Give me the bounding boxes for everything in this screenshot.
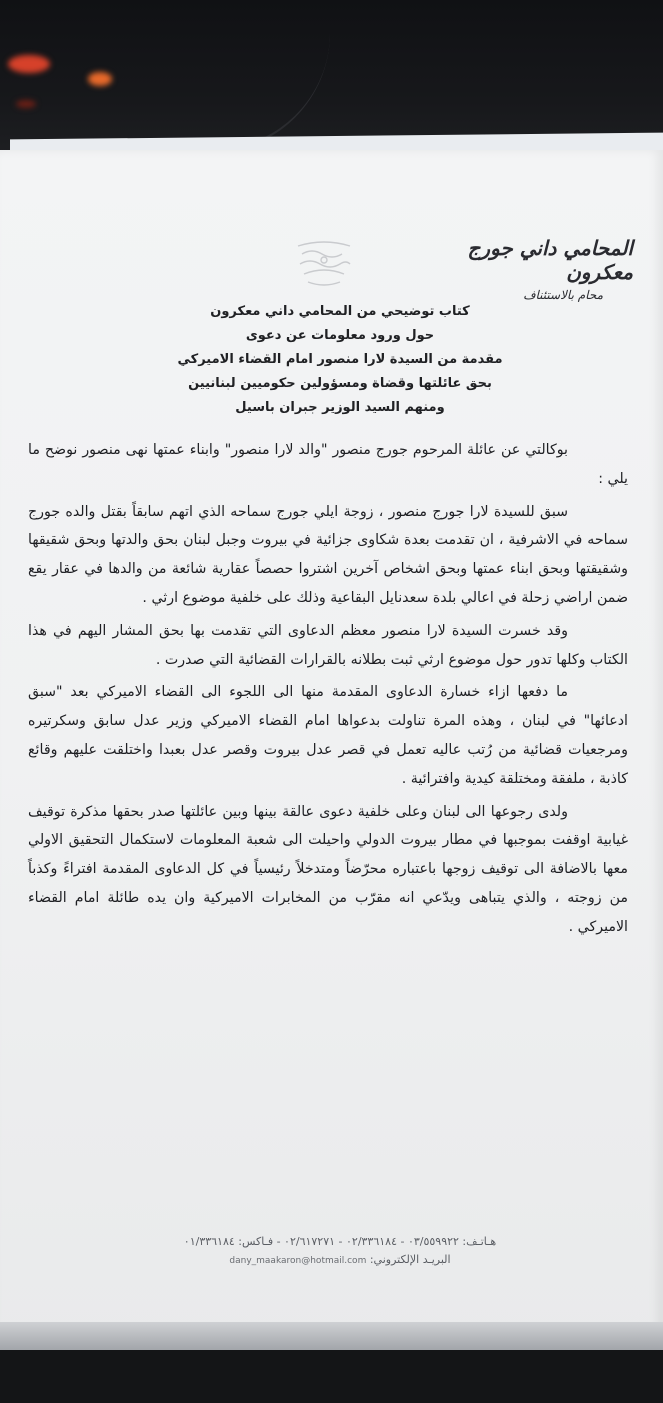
orange-indicator-light [88, 72, 112, 86]
heading-line: كتاب توضيحي من المحامي داني معكرون [210, 304, 470, 319]
letter-body [28, 436, 628, 946]
lawyer-name: المحامي داني جورج معكرون [467, 236, 633, 284]
paragraph: ولدى رجوعها الى لبنان وعلى خلفية دعوى عالقة بينها وبين عائلتها صدر بحقها مذكرة توقيف غيابية اوقفت بموجبها في مطار بيروت الدولي واحيلت الى شعبة المعلومات لاستكمال التحقيق الاولي معها بالاضافة الى توقيف زوجها باعتباره محرّضاً ومتدخلاً رئيسياً في كل الدعاوى المقدمة افتراءً وكذباً من زوجته ، والذي يتباهى ويدّعي انه مقرّب من المخابرات الاميركية وان يده طائلة امام القضاء الاميركي . [28, 803, 628, 935]
letter-footer [100, 1233, 580, 1270]
letter-heading [150, 300, 530, 420]
heading-line: حول ورود معلومات عن دعوى [245, 328, 435, 343]
lawyer-title: محام بالاستئناف [523, 288, 603, 302]
paragraph: وقد خسرت السيدة لارا منصور معظم الدعاوى التي تقدمت بها بحق المشار اليهم في هذا الكتاب وكلها تدور حول موضوع ارثي ثبت بطلانه بالقرارات القضائية التي صدرت . [28, 622, 628, 668]
watermark-logo-icon [292, 236, 356, 292]
letterhead [413, 236, 633, 302]
dashboard-edge [0, 0, 330, 153]
car-seat-background [0, 1350, 663, 1403]
heading-line: ومنهم السيد الوزير جبران باسيل [235, 400, 445, 415]
contact-line: هـاتـف: ٠٣/٥٥٩٩٢٢ - ٠٢/٣٣٦١٨٤ - ٠٢/٦١٧٢٧١ - فـاكس: ٠١/٣٣٦١٨٤ [183, 1235, 497, 1248]
intro-paragraph: بوكالتي عن عائلة المرحوم جورج منصور "والد لارا منصور" وابناء عمتها نهى منصور نوضح ما يلي : [28, 442, 628, 487]
paragraph: سبق للسيدة لارا جورج منصور ، زوجة ايلي جورج سماحه الذي اتهم سابقاً بقتل والده جورج سماحه في الاشرفية ، ان تقدمت بعدة شكاوى جزائية في بيروت وجبل لبنان بحق والدتها وبحق شقيقها وشقيقتها وبحق ابناء عمتها وبحق اشخاص آخرين اشتروا حصصاً عقارية شائعة من والدها في عقار يقع ضمن اراضي زحلة في اعالي بلدة سعدنايل البقاعية وذلك على خلفية موضوع ارثي . [28, 503, 628, 606]
paper-bottom-edge [0, 1322, 663, 1352]
email-address: dany_maakaron@hotmail.com [229, 1256, 367, 1266]
red-indicator-light [8, 55, 50, 73]
heading-line: بحق عائلتها وقضاة ومسؤولين حكوميين لبنانيين [188, 376, 492, 391]
heading-line: مقدمة من السيدة لارا منصور امام القضاء الاميركي [177, 352, 503, 367]
email-label: البريـد الإلكتروني: [369, 1253, 451, 1266]
paragraph: ما دفعها ازاء خسارة الدعاوى المقدمة منها الى اللجوء الى القضاء الاميركي بعد "سبق ادعائها" في لبنان ، وهذه المرة تناولت بدعواها امام القضاء الاميركي وزير عدل سابق وسكرتيره ومرجعيات قضائية من رُتب عاليه تعمل في قصر عدل بيروت وقصر عدل بعبدا واختلقت عليهم وقائع كاذبة ، ملفقة ومختلقة كيدية وافترائية . [28, 684, 628, 787]
dim-indicator-light [16, 100, 36, 108]
